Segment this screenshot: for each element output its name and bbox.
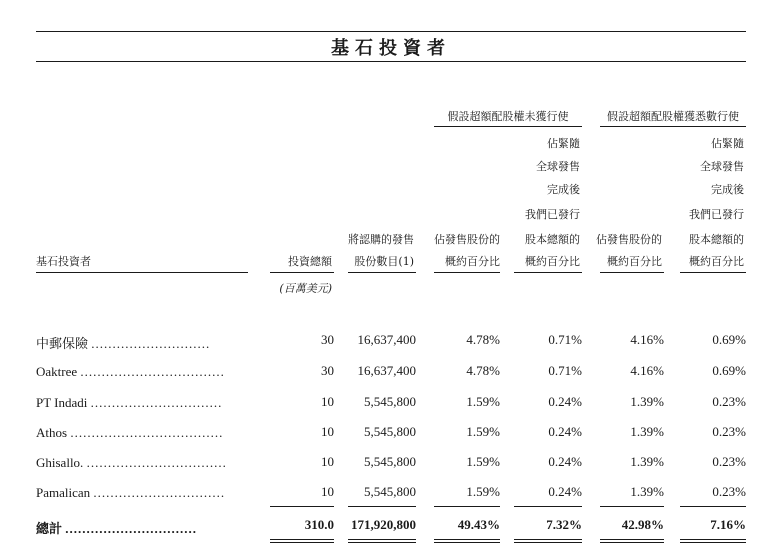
pct-offer-a-cell: 1.59% <box>466 424 500 439</box>
table-row-label <box>36 425 248 441</box>
shares-cell: 5,545,800 <box>364 454 416 469</box>
pct-offer-a-cell: 1.59% <box>466 394 500 409</box>
pct-offer-a-cell: 1.59% <box>466 454 500 469</box>
total-leader-dots: ............................... <box>65 521 198 536</box>
col-header-shares-2: 股份數目(1) <box>354 255 414 268</box>
investment-cell: 30 <box>321 332 334 347</box>
pct-capital-b-cell: 0.23% <box>712 484 746 499</box>
total-double-rule-2 <box>270 542 334 543</box>
col-header-pct-capital-b-4: 我們已發行 <box>689 208 744 221</box>
total-double-rule-7 <box>514 539 582 540</box>
table-row-label <box>36 455 248 471</box>
pct-offer-a-cell: 1.59% <box>466 484 500 499</box>
investor-name: Oaktree <box>36 364 78 379</box>
leader-dots: ............................... <box>90 395 223 410</box>
subtotal-rule-pct-capital-a <box>514 506 582 507</box>
pct-offer-b-cell: 1.39% <box>630 424 664 439</box>
total-investment: 310.0 <box>304 517 334 532</box>
shares-cell: 16,637,400 <box>357 332 416 347</box>
investment-cell: 30 <box>321 363 334 378</box>
investor-name: Ghisallo. <box>36 455 84 470</box>
table-row-label <box>36 364 248 380</box>
shares-cell: 5,545,800 <box>364 424 416 439</box>
pct-capital-a-cell: 0.71% <box>548 332 582 347</box>
col-header-pct-offer-b-2: 概約百分比 <box>607 255 662 268</box>
subtotal-rule-pct-offer-a <box>434 506 500 507</box>
pct-offer-b-cell: 1.39% <box>630 454 664 469</box>
col-header-investment: 投資總額 <box>288 255 332 268</box>
title-bottom-rule <box>36 61 746 62</box>
col-header-investor: 基石投資者 <box>36 255 91 268</box>
col-header-pct-capital-a-6: 概約百分比 <box>525 255 580 268</box>
subtotal-rule-pct-capital-b <box>680 506 746 507</box>
total-pct-capital-a: 7.32% <box>546 517 582 532</box>
pct-capital-b-cell: 0.69% <box>712 363 746 378</box>
pct-offer-b-cell: 1.39% <box>630 394 664 409</box>
col-header-pct-capital-b-2: 全球發售 <box>700 160 744 173</box>
pct-offer-b-cell: 4.16% <box>630 332 664 347</box>
header-rule-shares <box>348 272 416 273</box>
investor-name: Athos <box>36 425 68 440</box>
subtotal-rule-shares <box>348 506 416 507</box>
pct-offer-b-cell: 1.39% <box>630 484 664 499</box>
shares-cell: 5,545,800 <box>364 484 416 499</box>
pct-capital-a-cell: 0.24% <box>548 424 582 439</box>
subtotal-rule-investment <box>270 506 334 507</box>
table-row-label <box>36 333 248 352</box>
header-rule-pct-capital-b <box>680 272 746 273</box>
leader-dots: ................................. <box>86 455 227 470</box>
subtotal-rule-pct-offer-b <box>600 506 664 507</box>
col-header-pct-capital-a-3: 完成後 <box>547 183 580 196</box>
total-pct-capital-b: 7.16% <box>710 517 746 532</box>
col-header-pct-offer-a-1: 佔發售股份的 <box>434 233 500 246</box>
col-header-pct-capital-b-6: 概約百分比 <box>689 255 744 268</box>
col-header-pct-capital-a-4: 我們已發行 <box>525 208 580 221</box>
group-rule-exercised <box>600 126 746 127</box>
total-double-rule-5 <box>434 539 500 540</box>
col-header-pct-offer-a-2: 概約百分比 <box>445 255 500 268</box>
total-label: 總計 <box>36 521 63 536</box>
total-row-label <box>36 518 248 537</box>
pct-capital-a-cell: 0.24% <box>548 454 582 469</box>
pct-offer-b-cell: 4.16% <box>630 363 664 378</box>
total-double-rule-3 <box>348 539 416 540</box>
pct-capital-b-cell: 0.23% <box>712 394 746 409</box>
pct-offer-a-cell: 4.78% <box>466 363 500 378</box>
investment-unit: (百萬美元) <box>279 282 332 295</box>
investment-cell: 10 <box>321 454 334 469</box>
total-double-rule-11 <box>680 539 746 540</box>
pct-capital-b-cell: 0.69% <box>712 332 746 347</box>
leader-dots: .................................. <box>80 364 225 379</box>
total-pct-offer-a: 49.43% <box>457 517 500 532</box>
header-rule-pct-capital-a <box>514 272 582 273</box>
header-rule-investor <box>36 272 248 273</box>
investment-cell: 10 <box>321 394 334 409</box>
header-rule-pct-offer-b <box>600 272 664 273</box>
pct-capital-b-cell: 0.23% <box>712 424 746 439</box>
investment-cell: 10 <box>321 424 334 439</box>
pct-capital-a-cell: 0.24% <box>548 484 582 499</box>
total-double-rule-9 <box>600 539 664 540</box>
leader-dots: ............................... <box>93 485 226 500</box>
shares-cell: 5,545,800 <box>364 394 416 409</box>
total-pct-offer-b: 42.98% <box>621 517 664 532</box>
investor-name: PT Indadi <box>36 395 88 410</box>
title-top-rule <box>36 31 746 32</box>
col-header-pct-capital-a-5: 股本總額的 <box>525 233 580 246</box>
pct-capital-a-cell: 0.24% <box>548 394 582 409</box>
total-double-rule-4 <box>348 542 416 543</box>
header-rule-investment <box>270 272 334 273</box>
pct-offer-a-cell: 4.78% <box>466 332 500 347</box>
group-header-exercised: 假設超額配股權獲悉數行使 <box>607 110 739 123</box>
col-header-pct-capital-a-1: 佔緊隨 <box>547 137 580 150</box>
investor-name: Pamalican <box>36 485 91 500</box>
total-double-rule-6 <box>434 542 500 543</box>
header-rule-pct-offer-a <box>434 272 500 273</box>
table-row-label <box>36 395 248 411</box>
col-header-shares-1: 將認購的發售 <box>348 233 414 246</box>
col-header-pct-capital-b-3: 完成後 <box>711 183 744 196</box>
col-header-pct-capital-a-2: 全球發售 <box>536 160 580 173</box>
leader-dots: ............................ <box>91 336 211 351</box>
total-double-rule-8 <box>514 542 582 543</box>
shares-cell: 16,637,400 <box>357 363 416 378</box>
total-shares: 171,920,800 <box>351 517 416 532</box>
col-header-pct-capital-b-5: 股本總額的 <box>689 233 744 246</box>
table-row-label <box>36 485 248 501</box>
total-double-rule-10 <box>600 542 664 543</box>
pct-capital-a-cell: 0.71% <box>548 363 582 378</box>
page-title: 基石投資者 <box>331 38 451 59</box>
total-double-rule-1 <box>270 539 334 540</box>
group-rule-not-exercised <box>434 126 582 127</box>
total-double-rule-12 <box>680 542 746 543</box>
investor-name: 中郵保險 <box>36 336 89 351</box>
investment-cell: 10 <box>321 484 334 499</box>
col-header-pct-offer-b-1: 佔發售股份的 <box>596 233 662 246</box>
col-header-pct-capital-b-1: 佔緊隨 <box>711 137 744 150</box>
pct-capital-b-cell: 0.23% <box>712 454 746 469</box>
leader-dots: .................................... <box>70 425 224 440</box>
group-header-not-exercised: 假設超額配股權未獲行使 <box>447 110 569 123</box>
